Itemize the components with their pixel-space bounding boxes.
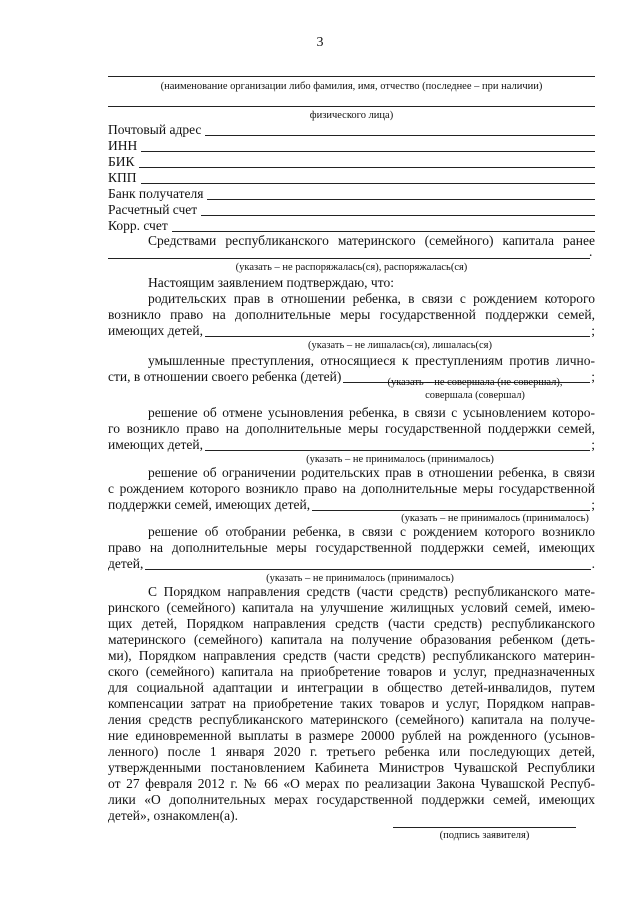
closing-line: материнского (семейного) капитала на получение образования ребенком (деть- — [108, 632, 595, 647]
b1-line-3 — [108, 323, 595, 339]
b2-caption-2: совершала (совершал) — [425, 390, 525, 401]
signature-line[interactable] — [393, 827, 576, 828]
closing-line: ринского (семейного) капитала на улучшение жилищных условий семей, имею- — [108, 600, 595, 615]
capital-caption: (указать – не распоряжалась(ся), распоряжалась(ся) — [235, 262, 468, 273]
closing-line: от 27 февраля 2012 г. № 66 «О мерах по реализации Закона Чувашской Респуб- — [108, 776, 595, 791]
b3-line-1: решение об отмене усыновления ребенка, в связи с усыновлением которо- — [148, 405, 595, 420]
closing-line: утвержденными постановлением Кабинета Министров Чувашской Республики — [108, 760, 595, 775]
person-name-line — [108, 106, 595, 107]
page-number: 3 — [316, 35, 324, 50]
b5-end: . — [591, 556, 595, 571]
signature-caption: (подпись заявителя) — [439, 830, 530, 841]
b5-line-3 — [108, 556, 595, 572]
field-label: Почтовый адрес — [108, 122, 202, 137]
b1-line-1: родительских прав в отношении ребенка, в связи с рождением которого — [148, 291, 595, 306]
closing-line: С Порядком направления средств (части средств) республиканского мате- — [148, 584, 595, 599]
field-line[interactable] — [205, 123, 595, 136]
closing-line: компенсации затрат на приобретение таких товаров и услуг, Порядком направ- — [108, 696, 595, 711]
confirm-intro: Настоящим заявлением подтверждаю, что: — [148, 275, 394, 290]
org-name-line — [108, 76, 595, 77]
b1-line-2: возникло право на дополнительные меры государственной поддержки семей, — [108, 307, 595, 322]
b1-caption: (указать – не лишалась(ся), лишалась(ся) — [308, 340, 492, 351]
capital-line: Средствами республиканского материнского (семейного) капитала ранее — [148, 233, 595, 248]
field-line[interactable] — [172, 219, 595, 232]
closing-line: ления средств республиканского материнского (семейного) капитала на получе- — [108, 712, 595, 727]
closing-line-last: детей», ознакомлен(а). — [108, 808, 238, 823]
b5-caption: (указать – не принималось (принималось) — [266, 573, 454, 584]
b3-line-3 — [108, 437, 595, 453]
b4-end: ; — [591, 497, 595, 512]
b4-line-1: решение об ограничении родительских прав в отношении ребенка, в связи — [148, 465, 595, 480]
b1-blank[interactable] — [205, 324, 590, 337]
b1-lead: имеющих детей, — [108, 323, 203, 338]
field-postal-address[interactable] — [108, 121, 595, 138]
b2-line-1: умышленные преступления, относящиеся к преступлениям против лично- — [148, 353, 595, 368]
field-label: Расчетный счет — [108, 202, 198, 217]
field-kpp[interactable] — [108, 169, 595, 186]
person-caption: физического лица) — [309, 110, 394, 121]
closing-line: щих детей, Порядком направления средств (части средств) республиканского — [108, 616, 595, 631]
b3-blank[interactable] — [205, 438, 590, 451]
field-line[interactable] — [141, 171, 595, 184]
b4-line-3 — [108, 497, 595, 513]
b2-caption-1: (указать – не совершала (не совершал), — [387, 377, 563, 388]
b5-lead: детей, — [108, 556, 144, 571]
field-label: Корр. счет — [108, 218, 168, 233]
closing-line: ленного) после 1 января 2020 г. третьего ребенка или последующих детей, — [108, 744, 595, 759]
field-account[interactable] — [108, 201, 595, 218]
field-label: КПП — [108, 170, 137, 185]
b2-lead: сти, в отношении своего ребенка (детей) — [108, 369, 342, 384]
b5-blank[interactable] — [145, 557, 590, 570]
field-label: БИК — [108, 154, 135, 169]
b3-lead: имеющих детей, — [108, 437, 203, 452]
org-name-caption: (наименование организации либо фамилия, имя, отчество (последнее – при наличии) — [160, 81, 543, 92]
b4-lead: поддержки семей, имеющих детей, — [108, 497, 311, 512]
closing-line: ние единовременной выплаты в размере 20000 рублей на рожденного (усынов- — [108, 728, 595, 743]
closing-line: лики «О дополнительных мерах государственной поддержки семей, имеющих — [108, 792, 595, 807]
b5-line-1: решение об отобрании ребенка, в связи с рождением которого возникло — [148, 524, 595, 539]
capital-blank-line[interactable] — [108, 258, 590, 259]
capital-period: . — [589, 244, 593, 259]
b4-caption: (указать – не принималось (принималось) — [401, 513, 589, 524]
b5-line-2: право на дополнительные меры государственной поддержки семей, имеющих — [108, 540, 595, 555]
field-inn[interactable] — [108, 137, 595, 154]
b2-end: ; — [591, 369, 595, 384]
field-corr-account[interactable] — [108, 217, 595, 234]
field-label: Банк получателя — [108, 186, 204, 201]
field-bank[interactable] — [108, 185, 595, 202]
field-label: ИНН — [108, 138, 138, 153]
field-line[interactable] — [139, 155, 595, 168]
field-bik[interactable] — [108, 153, 595, 170]
b3-line-2: го возникло право на дополнительные меры государственной поддержки семей, — [108, 421, 595, 436]
closing-line: ского (семейного) капитала на приобретение товаров и услуг, предназначенных — [108, 664, 595, 679]
b4-blank[interactable] — [312, 498, 590, 511]
closing-line: ми), Порядком направления средств (части средств) республиканского материн- — [108, 648, 595, 663]
closing-line: для социальной адаптации и интеграции в общество детей-инвалидов, путем — [108, 680, 595, 695]
field-line[interactable] — [141, 139, 595, 152]
field-line[interactable] — [201, 203, 595, 216]
field-line[interactable] — [207, 187, 595, 200]
b3-end: ; — [591, 437, 595, 452]
b4-line-2: с рождением которого возникло право на дополнительные меры государственной — [108, 481, 595, 496]
b1-end: ; — [591, 323, 595, 338]
b3-caption: (указать – не принималось (принималось) — [306, 454, 494, 465]
